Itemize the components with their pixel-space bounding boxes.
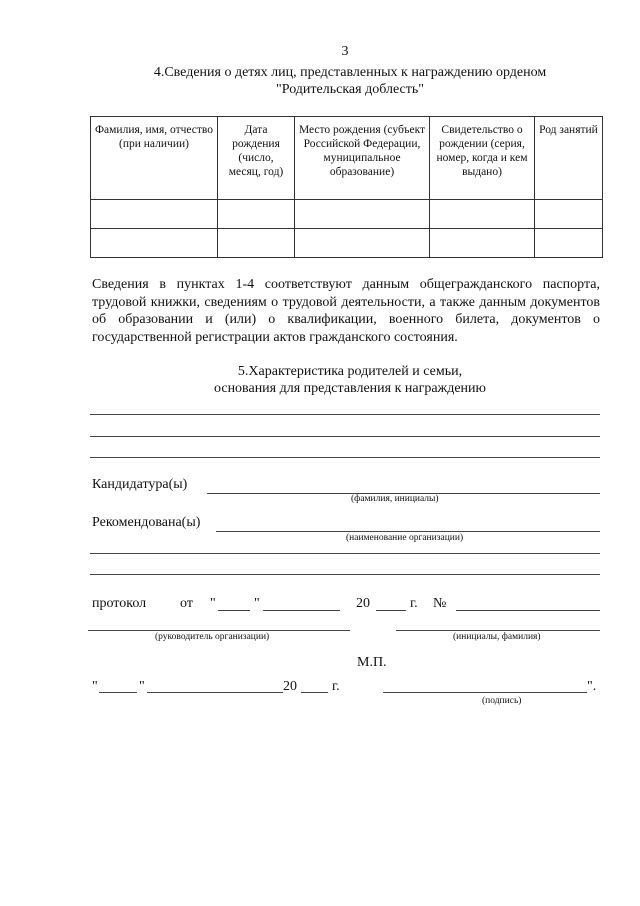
protocol-year-field[interactable] bbox=[376, 610, 406, 611]
table-cell[interactable] bbox=[295, 200, 430, 229]
protocol-year-prefix: 20 bbox=[356, 596, 370, 611]
table-cell[interactable] bbox=[91, 200, 218, 229]
children-table bbox=[90, 116, 603, 258]
date-year-field[interactable] bbox=[301, 692, 328, 693]
column-header-birth-date: Дата рождения (число, месяц, год) bbox=[218, 117, 295, 200]
recommended-label: Рекомендована(ы) bbox=[92, 515, 201, 530]
initials-caption: (инициалы, фамилия) bbox=[453, 632, 541, 642]
protocol-number-sign: № bbox=[433, 596, 447, 611]
date-quote-open: " bbox=[92, 679, 98, 694]
column-header-name: Фамилия, имя, отчество (при наличии) bbox=[91, 117, 218, 200]
protocol-number-field[interactable] bbox=[456, 610, 600, 611]
recommended-line-2[interactable] bbox=[90, 553, 600, 554]
table-cell[interactable] bbox=[535, 229, 603, 258]
column-header-birth-place: Место рождения (субъект Российской Федерации, муниципальное образование) bbox=[295, 117, 430, 200]
head-caption: (руководитель организации) bbox=[155, 632, 270, 642]
section4-title-line1: 4.Сведения о детях лиц, представленных к награждению орденом bbox=[153, 65, 547, 80]
characteristics-line-3[interactable] bbox=[90, 457, 600, 458]
table-cell[interactable] bbox=[91, 229, 218, 258]
date-month-field[interactable] bbox=[147, 692, 283, 693]
signature-closing-quote: ". bbox=[587, 679, 597, 694]
table-header-row bbox=[91, 117, 603, 200]
date-day-field[interactable] bbox=[99, 692, 137, 693]
recommended-caption: (наименование организации) bbox=[346, 533, 464, 543]
table-cell[interactable] bbox=[218, 229, 295, 258]
table-cell[interactable] bbox=[218, 200, 295, 229]
protocol-day-field[interactable] bbox=[218, 610, 250, 611]
date-year-suffix: г. bbox=[332, 679, 340, 694]
candidacy-label: Кандидатура(ы) bbox=[92, 477, 188, 492]
protocol-quote-open: " bbox=[210, 596, 216, 611]
table-row bbox=[91, 200, 603, 229]
signature-caption: (подпись) bbox=[482, 696, 522, 706]
column-header-occupation: Род занятий bbox=[535, 117, 603, 200]
recommended-field[interactable] bbox=[216, 531, 600, 532]
head-signature-field[interactable] bbox=[88, 630, 350, 631]
confirmation-paragraph: Сведения в пунктах 1-4 соответствуют данным общегражданского паспорта, трудовой книжки, сведениям о трудовой деятельности, а также данным документов об образовании и (или) о квалификации, военного билета, документов о государственной регистрации актов гражданского состояния. bbox=[92, 277, 600, 345]
protocol-label: протокол bbox=[92, 596, 147, 611]
table-row bbox=[91, 229, 603, 258]
recommended-line-3[interactable] bbox=[90, 574, 600, 575]
candidacy-caption: (фамилия, инициалы) bbox=[351, 494, 439, 504]
column-header-birth-certificate: Свидетельство о рождении (серия, номер, когда и кем выдано) bbox=[430, 117, 535, 200]
signature-field[interactable] bbox=[383, 692, 587, 693]
table-cell[interactable] bbox=[430, 229, 535, 258]
page-number: 3 bbox=[341, 44, 349, 59]
characteristics-line-2[interactable] bbox=[90, 436, 600, 437]
table-cell[interactable] bbox=[295, 229, 430, 258]
protocol-year-suffix: г. bbox=[410, 596, 418, 611]
date-quote-close: " bbox=[139, 679, 145, 694]
table-cell[interactable] bbox=[430, 200, 535, 229]
section5-title-line1: 5.Характеристика родителей и семьи, bbox=[237, 364, 463, 379]
protocol-quote-close: " bbox=[254, 596, 260, 611]
date-year-prefix: 20 bbox=[283, 679, 297, 694]
protocol-month-field[interactable] bbox=[263, 610, 340, 611]
section4-title-line2: "Родительская доблесть" bbox=[276, 82, 424, 97]
stamp-label: М.П. bbox=[357, 655, 387, 670]
section5-title-line2: основания для представления к награждению bbox=[214, 381, 486, 396]
protocol-from-label: от bbox=[180, 596, 193, 611]
table-cell[interactable] bbox=[535, 200, 603, 229]
characteristics-line-1[interactable] bbox=[90, 414, 600, 415]
initials-field[interactable] bbox=[396, 630, 600, 631]
